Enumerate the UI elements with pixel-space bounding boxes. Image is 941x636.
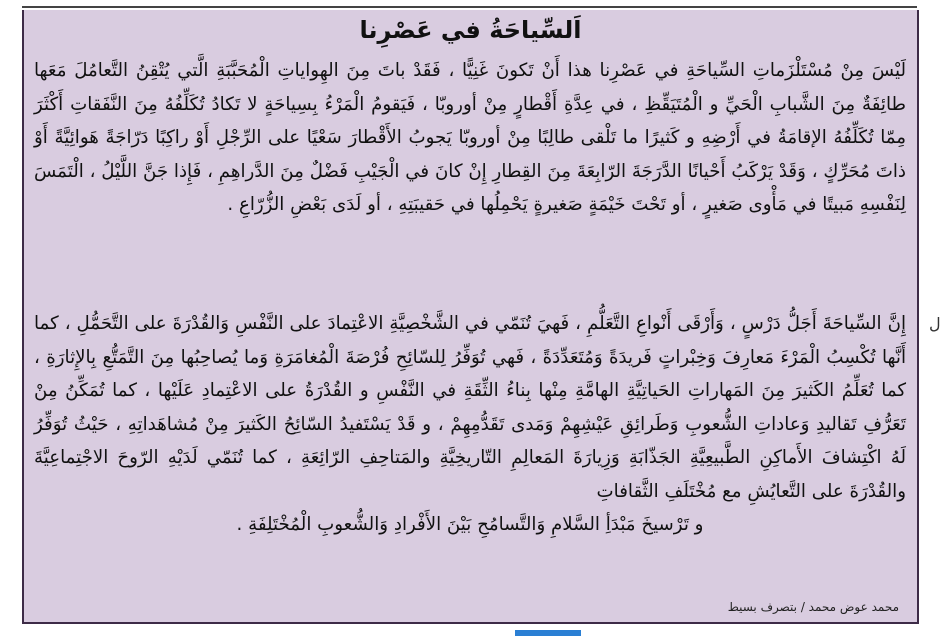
article-paragraph-2-last-line: و تَرْسيخَ مَبْدَأِ السَّلامِ وَالتَّسامُحِ بَيْنَ الأَفْرادِ وَالشُّعوبِ الْمُخْتَلِفَةِ . xyxy=(236,514,704,535)
article-panel xyxy=(22,10,919,624)
author-credit: محمد عوض محمد / بتصرف بسيط xyxy=(727,600,899,614)
article-paragraph-2-body: إِنَّ السِّياحَةَ أَجَلُّ دَرْسٍ ، وَأَرْقَى أَنْواعِ التَّعَلُّمِ ، فَهيَ تُنَمّي في الشَّخْصِيَّةِ الاعْتِمادَ على النَّفْسِ وَالقُدْرَةَ على التَّحَمُّلِ ، كما أَنَّها تُكْسِبُ الْمَرْءَ مَعارِفَ وَخِبْراتٍ فَريدَةً وَمُتَعَدِّدَةً ، فَهي تُوَفِّرُ لِلسّائِحِ فُرْصَةَ الْمُغامَرَةِ وَما يُصاحِبُها مِنَ التَّمَتُّعِ بِالإِثارَةِ ، كما تُعَلِّمُ الكَثيرَ مِنَ المَهاراتِ الحَياتِيَّةِ الهامَّةِ مِنْها بِناءُ الثِّقَةِ في النَّفْسِ و القُدْرَةُ على الاعْتِمادِ عَلَيْها ، كما تُمَكِّنُ مِنْ تَعَرُّفِ تَقاليدِ وَعاداتِ الشُّعوبِ وَطَرائِقِ عَيْشِهِمْ وَمَدى تَقَدُّمِهِمْ ، و قَدْ يَسْتَفيدُ السّائِحُ الكَثيرَ مِنْ مُشاهَداتِهِ ، حَيْثُ تُوَفِّرُ لَهُ اكْتِشافَ الأَماكِنِ الطَّبيعِيَّةِ الجَذّابَةِ وَزِيارَةَ المَعالِمِ التّاريخِيَّةِ والمَتاحِفِ الرّائِعَةِ ، كما تُنَمّي لَدَيْهِ الرّوحَ الاجْتِماعِيَّةَ والقُدْرَةَ على التَّعايُشِ مع مُخْتَلَفِ الثَّقافاتِ xyxy=(34,313,906,502)
edge-mark: ﻝ xyxy=(929,314,941,333)
article-paragraph-2 xyxy=(34,307,906,542)
bottom-tab-indicator xyxy=(515,630,581,636)
top-edge-strip xyxy=(0,0,941,10)
article-paragraph-1: لَيْسَ مِنْ مُسْتَلْزَماتِ السِّياحَةِ في عَصْرِنا هذا أَنْ تَكونَ غَنِيًّا ، فَقَدْ باتَ مِنَ الهِواياتِ الْمُحَبَّبَةِ الَّتي يُتْقِنُ التَّعامُلَ مَعَها طائِفَةٌ مِنَ الشَّبابِ الْحَيِّ و الْمُتَيَقِّظِ ، في عِدَّةِ أَقْطارٍ مِنْ أوروبّا ، فَيَقومُ الْمَرْءُ بِسِياحَةٍ لا تَكادُ تُكَلِّفُهُ مِنَ النَّفَقاتِ أَكْثَرَ مِمّا تُكَلِّفُهُ الإقامَةُ في أَرْضِهِ و كَثيرًا ما تَلْقى طالِبًا مِنْ أوروبّا يَجوبُ الأَقْطارَ سَعْيًا على الرِّجْلِ أَوْ راكِبًا دَرّاجَةً هَوائِيَّةً أَوْ ذاتَ مُحَرِّكٍ ، وَقَدْ يَرْكَبُ أَحْيانًا الدَّرَجَةَ الرّابِعَةَ مِنَ القِطارِ إِنْ كانَ في الْجَيْبِ فَضْلٌ مِنَ الدَّراهِمِ ، فَإِذا جَنَّ اللَّيْلُ ، الْتَمَسَ لِنَفْسِهِ مَبيتًا في مَأْوى صَغيرٍ ، أو تَحْتَ خَيْمَةٍ صَغيرةٍ يَحْمِلُها في حَقيبَتِهِ ، أو لَدَى بَعْضِ الزُّرّاعِ . xyxy=(34,60,906,215)
top-divider xyxy=(22,0,917,8)
article-title: اَلسِّياحَةُ في عَصْرِنا xyxy=(359,16,582,44)
